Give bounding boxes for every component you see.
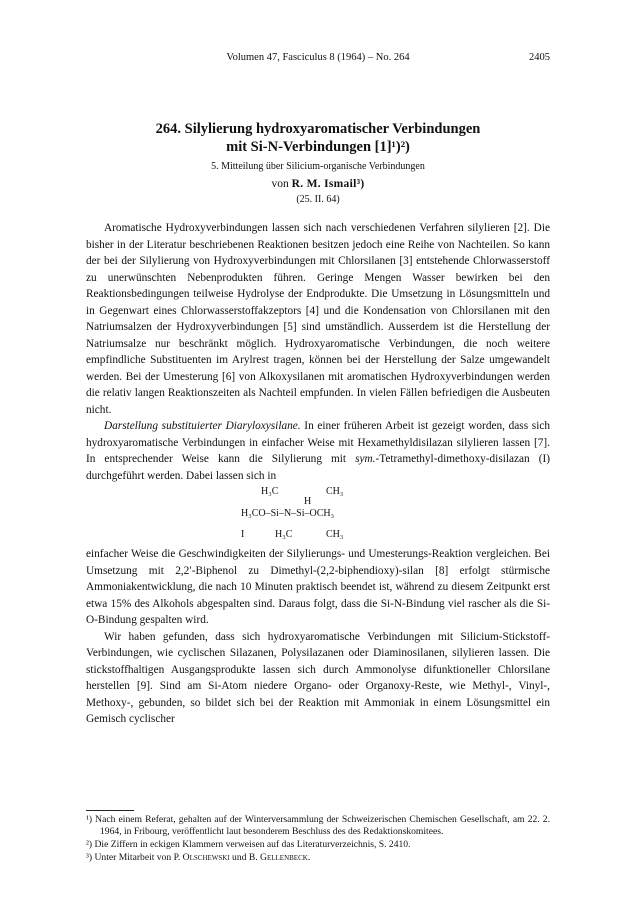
formula-h3c-bottom: H₃C	[275, 529, 293, 540]
footnote-2: ²) Die Ziffern in eckigen Klammern verweisen auf das Literaturverzeichnis, S. 2410.	[86, 839, 411, 850]
formula-ch3-bottom: CH₃	[326, 529, 344, 540]
footnote-3-end: .	[307, 852, 311, 863]
footnotes	[86, 814, 550, 865]
paragraph-1: Aromatische Hydroxyverbindungen lassen sich nach verschiedenen Verfahren silylieren [2]. Die bisher in der Literatur beschriebenen Reaktionen besitzen jedoch eine Reihe von Nachteilen. So kann der bei der Silylierung von Hydroxyverbindungen mit Chlorsilanen [3] entstehende Chlorwasserstoff zu unerwünschten Nebenprodukten führen. Geringe Mengen Wasser bewirken bei den Reaktionsbedingungen teilweise Hydrolyse der Endprodukte. Die Umsetzung in Lösungsmitteln und in Gegenwart eines Chlorwasserstoffakzeptors [4] und die Kondensation von Chlorsilanen mit den Natriumsalzen der Hydroxyverbindungen [5] sind umständlich. Ausserdem ist die Herstellung der Natriumsalze nur beschränkt möglich. Hydroxyaromatische Verbindungen, die noch weitere empfindliche Substituenten im Arylrest tragen, können bei der Herstellung der Salze umgewandelt werden. Bei der Umesterung [6] von Alkoxysilanen mit aromatischen Hydroxyverbindungen werden die relativ langen Reaktionszeiten als Nachteil empfunden. In vielen Fällen befriedigen die Ausbeuten nicht.	[86, 222, 550, 416]
author-name: R. M. Ismail³)	[291, 178, 365, 190]
received-date: (25. II. 64)	[296, 194, 340, 205]
paragraph-4: Wir haben gefunden, dass sich hydroxyaromatische Verbindungen mit Silicium-Stickstoff-Verbindungen, wie cyclischen Silazanen, Polysilazanen oder Diaminosilanen, silylieren lassen. Die stickstoffhaltigen Ausgangsprodukte lassen sich durch Ammonolyse difunktioneller Chlorsilane herstellen [9]. Sind am Si-Atom niedere Organo- oder Organoxy-Reste, wie Methyl-, Vinyl-, Methoxy-, gebunden, so bildet sich bei der Reaktion mit Ammoniak in einem Lösungsmittel ein Gemisch cyclischer	[86, 630, 550, 725]
footnote-3-prefix: ³) Unter Mitarbeit von P.	[86, 852, 183, 863]
paragraph-2-text-a: In einer früheren Arbeit ist gezeigt worden, dass sich hydroxyaromatische Verbindungen in einfacher Weise mit Hexamethyldisilazan silylieren lassen [7]. In entsprechender Weise kann die Silylierung mit	[86, 420, 550, 465]
footnote-1: ¹) Nach einem Referat, gehalten auf der Winterversammlung der Schweizerischen Chemischen Gesellschaft, am 22. 2. 1964, in Fribourg, veröffentlicht laut besonderem Beschluss des des Redaktionskomitees.	[86, 814, 550, 837]
sym-prefix: sym.	[355, 453, 376, 465]
formula-main-chain: H₃CO–Si–N–Si–OCH₃	[241, 508, 335, 519]
paragraph-2-text-b: -Tetramethyl-dimethoxy-disilazan (I) durchgeführt werden. Dabei lassen sich in	[86, 453, 550, 482]
page-header	[86, 52, 550, 66]
author-line	[86, 178, 550, 190]
formula-h3c-top: H₃C	[261, 486, 279, 497]
formula-label: I	[241, 529, 245, 540]
article-title-line-2: mit Si-N-Verbindungen [1]¹)²)	[226, 139, 410, 155]
paragraph-2	[86, 418, 550, 484]
formula-h: H	[304, 496, 312, 507]
footnote-3-name-2: Gellenbeck	[260, 852, 308, 863]
author-prefix: von	[271, 178, 289, 190]
article-subtitle: 5. Mitteilung über Silicium-organische Verbindungen	[211, 161, 425, 172]
footnote-3-mid: und B.	[229, 852, 261, 863]
structural-formula-I	[86, 484, 550, 546]
article-title-line-1: 264. Silylierung hydroxyaromatischer Verbindungen	[155, 121, 481, 137]
footnote-divider	[86, 810, 134, 811]
formula-ch3-top: CH₃	[326, 486, 344, 497]
section-heading-inline: Darstellung substituierter Diaryloxysilane.	[104, 420, 301, 432]
footnote-3	[86, 852, 550, 864]
article-body	[86, 220, 550, 728]
paragraph-3: einfacher Weise die Geschwindigkeiten der Silylierungs- und Umesterungs-Reaktion vergleichen. Bei Umsetzung mit 2,2′-Biphenol zu Dimethyl-(2,2-biphendioxy)-silan [8] erfolgt stürmische Ammoniakentwicklung, die nach 10 Minuten praktisch beendet ist, während zu diesem Zeitpunkt erst etwa 15% des Alkohols abgespalten sind. Daraus folgt, dass die Si-N-Bindung viel rascher als die Si-O-Bindung gespalten wird.	[86, 548, 550, 626]
title-block	[86, 120, 550, 205]
footnote-3-name-1: Olschewski	[182, 852, 230, 863]
running-head: Volumen 47, Fasciculus 8 (1964) – No. 264	[226, 52, 410, 63]
page-number: 2405	[529, 52, 550, 63]
